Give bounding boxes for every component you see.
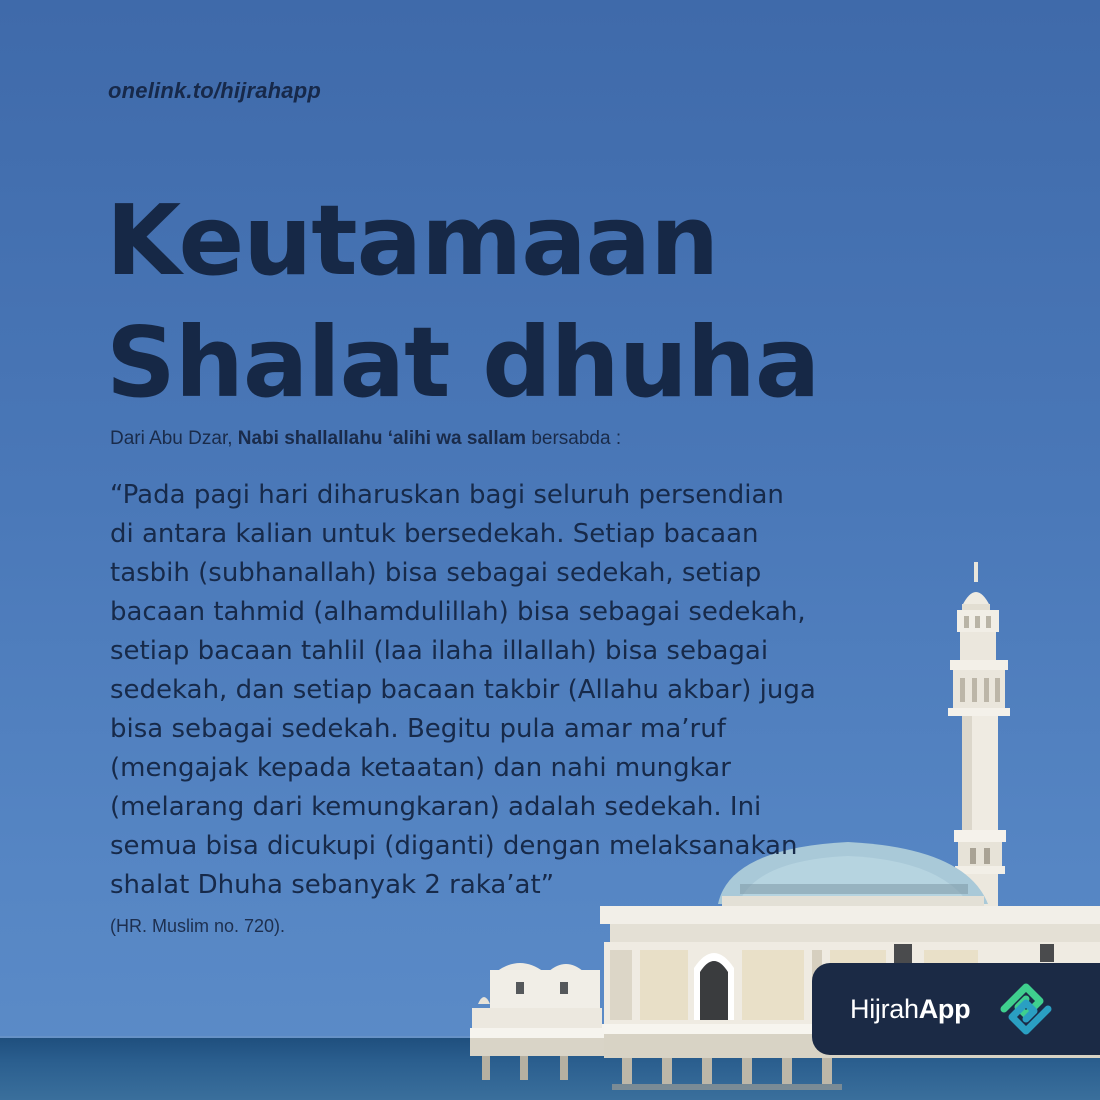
hadith-quote: [110, 476, 940, 905]
title-line-1: Keutamaan: [106, 184, 719, 297]
quote-line: di antara kalian untuk bersedekah. Setiap bacaan: [110, 519, 759, 549]
quote-line: shalat Dhuha sebanyak 2 raka’at”: [110, 870, 555, 900]
quote-line: setiap bacaan tahlil (laa ilaha illallah) bisa sebagai: [110, 636, 769, 666]
quote-line: tasbih (subhanallah) bisa sebagai sedekah, setiap: [110, 558, 762, 588]
quote-line: (melarang dari kemungkaran) adalah sedekah. Ini: [110, 792, 762, 822]
quote-line: “Pada pagi hari diharuskan bagi seluruh persendian: [110, 480, 784, 510]
hadith-intro: [110, 428, 621, 450]
intro-bold: Nabi shallallahu ‘alihi wa sallam: [237, 428, 527, 449]
quote-line: (mengajak kepada ketaatan) dan nahi mungkar: [110, 753, 731, 783]
minaret: [948, 562, 1010, 914]
quote-line: bacaan tahmid (alhamdulillah) bisa sebagai sedekah,: [110, 597, 806, 627]
page-title: [106, 180, 819, 424]
hijrahapp-chevron-logo-icon: [994, 977, 1058, 1041]
quote-line: sedekah, dan setiap bacaan takbir (Allahu akbar) juga: [110, 675, 816, 705]
brand-part-2: App: [918, 993, 971, 1024]
small-domes-building: [470, 963, 604, 1080]
intro-prefix: Dari Abu Dzar,: [110, 428, 238, 449]
brand-badge: [812, 963, 1100, 1055]
brand-name: [850, 994, 970, 1025]
title-line-2: Shalat dhuha: [106, 306, 820, 419]
quote-line: bisa sebagai sedekah. Begitu pula amar ma’ruf: [110, 714, 726, 744]
quote-line: semua bisa dicukupi (diganti) dengan melaksanakan: [110, 831, 798, 861]
intro-suffix: bersabda :: [526, 428, 622, 449]
hadith-source: (HR. Muslim no. 720).: [110, 916, 286, 936]
brand-part-1: Hijrah: [850, 993, 919, 1024]
app-link[interactable]: onelink.to/hijrahapp: [108, 78, 322, 103]
